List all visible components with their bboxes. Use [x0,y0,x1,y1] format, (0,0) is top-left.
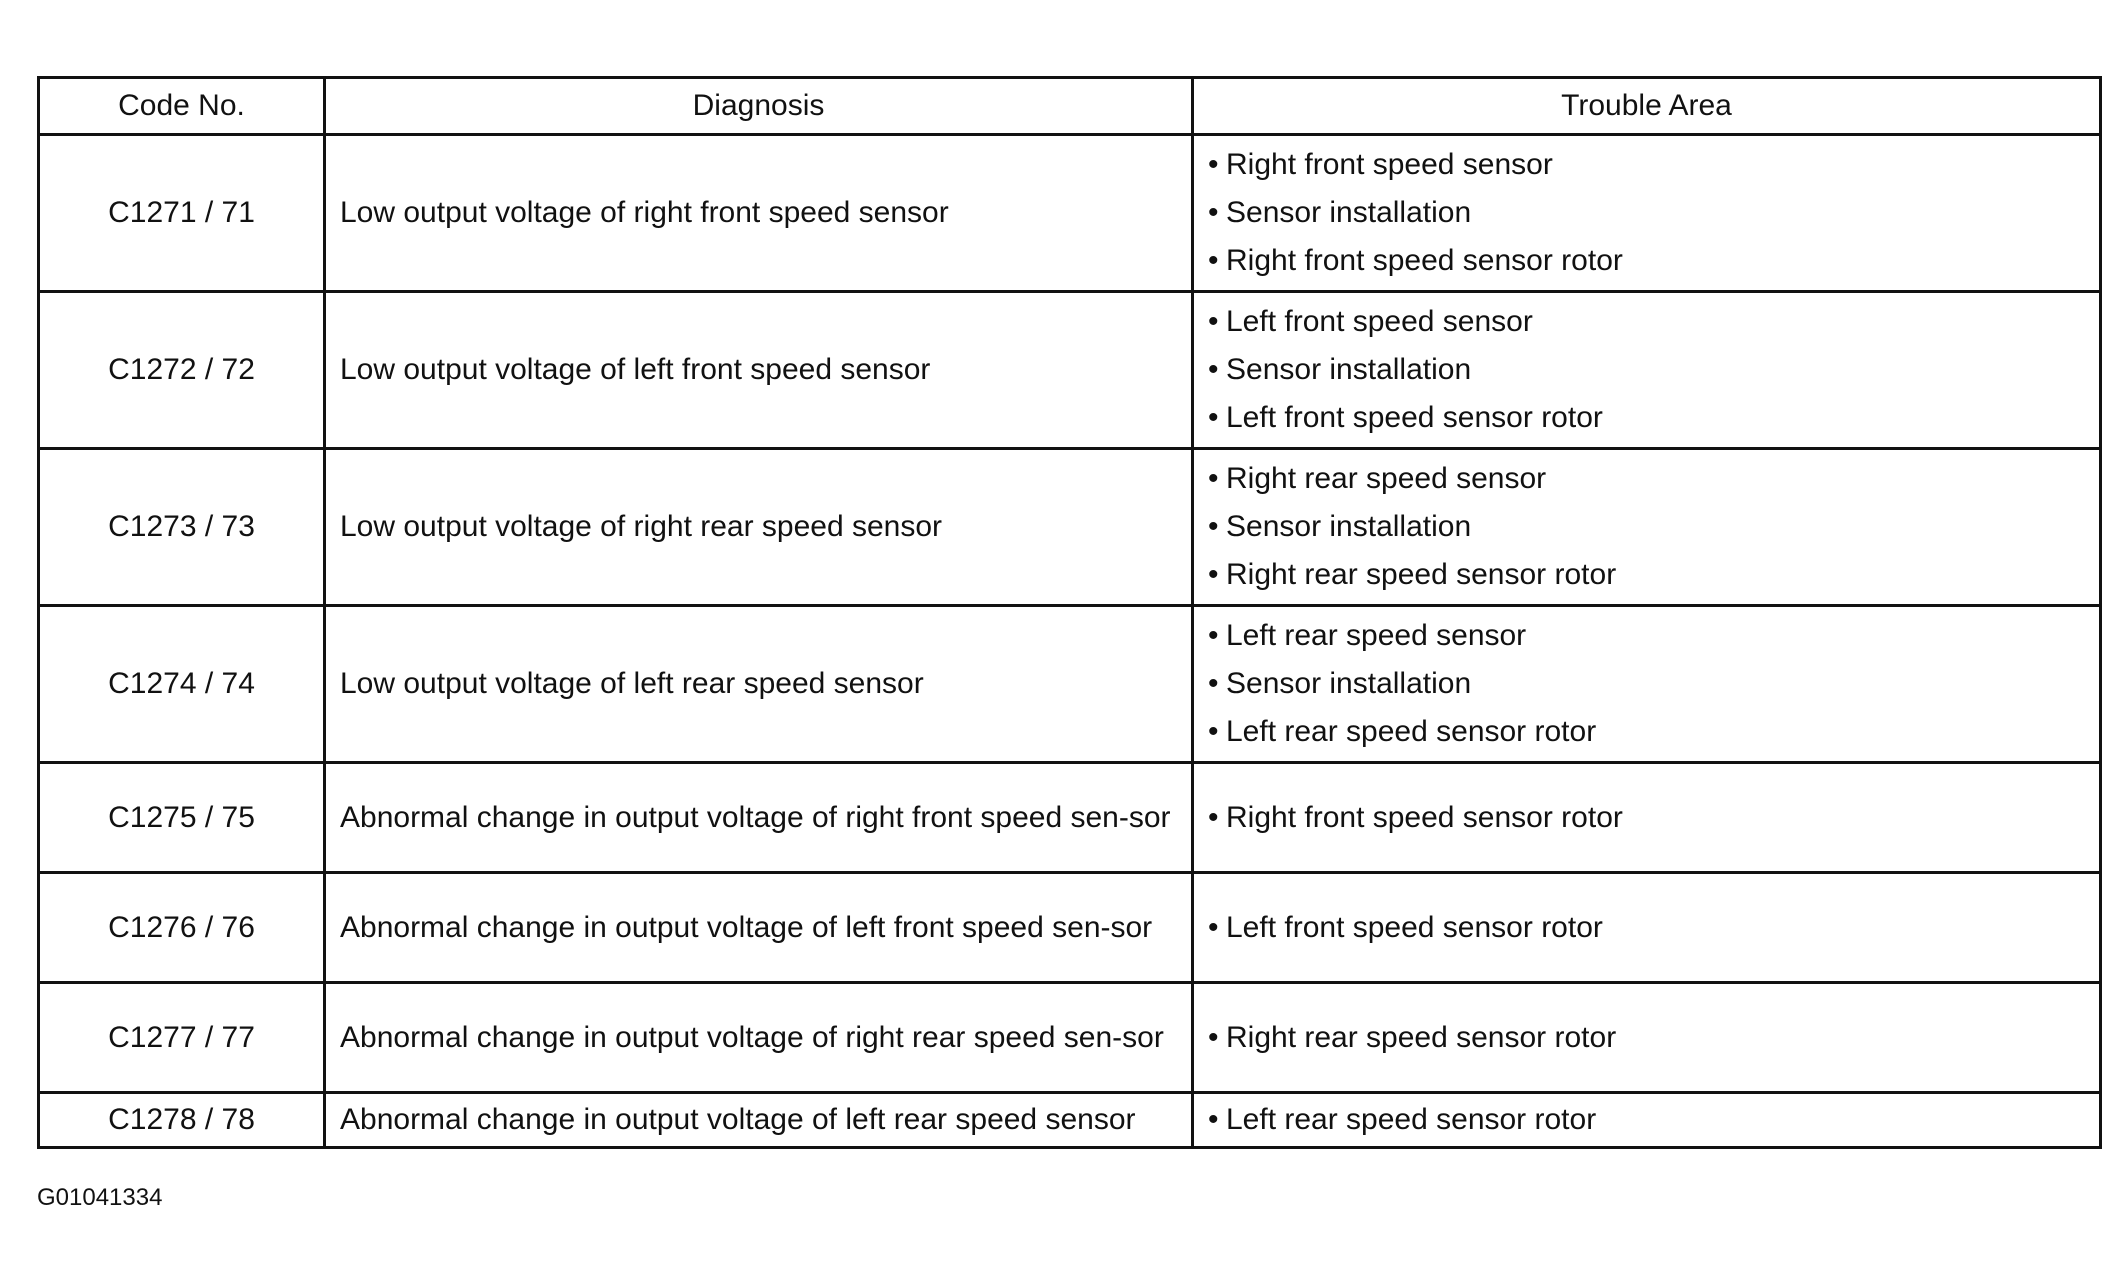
trouble-item [1208,455,2099,503]
trouble-item [1208,503,2099,551]
code-cell: C1278 / 78 [39,1093,325,1148]
table-row [39,763,2101,873]
diagnosis-cell: Abnormal change in output voltage of right rear speed sen-sor [325,983,1193,1093]
table-row [39,1093,2101,1148]
trouble-item-text: Sensor installation [1226,196,1472,229]
trouble-list [1208,794,2099,842]
bullet-icon: • [1208,715,1219,748]
table-row [39,449,2101,606]
trouble-area-cell [1193,292,2101,449]
trouble-item [1208,394,2099,442]
bullet-icon: • [1208,462,1219,495]
header-trouble-area: Trouble Area [1193,78,2101,135]
table-row [39,135,2101,292]
table-row [39,873,2101,983]
trouble-item-text: Right rear speed sensor rotor [1226,1020,1617,1054]
trouble-item-text: Left rear speed sensor rotor [1226,715,1597,748]
code-cell: C1272 / 72 [39,292,325,449]
trouble-item [1208,189,2099,237]
trouble-list [1208,455,2099,599]
bullet-icon: • [1208,148,1219,181]
trouble-item-text: Sensor installation [1226,353,1472,386]
trouble-item-text: Left rear speed sensor [1226,619,1527,652]
trouble-item [1208,1096,2099,1144]
trouble-area-cell [1193,606,2101,763]
trouble-item-text: Sensor installation [1226,667,1472,700]
dtc-table [37,76,2102,1149]
trouble-list [1208,298,2099,442]
bullet-icon: • [1208,401,1219,434]
trouble-item-text: Right front speed sensor rotor [1226,244,1623,277]
diagnosis-cell: Abnormal change in output voltage of right front speed sen-sor [325,763,1193,873]
trouble-item-text: Sensor installation [1226,510,1472,543]
bullet-icon: • [1208,619,1219,652]
diagnosis-cell: Low output voltage of right rear speed sensor [325,449,1193,606]
trouble-item [1208,794,2099,842]
bullet-icon: • [1208,910,1219,944]
header-row [39,78,2101,135]
diagnosis-cell: Abnormal change in output voltage of left rear speed sensor [325,1093,1193,1148]
trouble-item [1208,237,2099,285]
header-code: Code No. [39,78,325,135]
table-row [39,983,2101,1093]
trouble-item-text: Right rear speed sensor rotor [1226,558,1617,591]
figure-id: G01041334 [37,1184,163,1211]
trouble-list [1208,1096,2099,1144]
bullet-icon: • [1208,353,1219,386]
code-cell: C1276 / 76 [39,873,325,983]
trouble-item-text: Right front speed sensor [1226,148,1553,181]
header-diagnosis: Diagnosis [325,78,1193,135]
bullet-icon: • [1208,800,1219,834]
trouble-area-cell [1193,873,2101,983]
trouble-list [1208,1014,2099,1062]
bullet-icon: • [1208,558,1219,591]
trouble-item-text: Left front speed sensor rotor [1226,401,1603,434]
diagnosis-cell: Low output voltage of right front speed sensor [325,135,1193,292]
code-cell: C1275 / 75 [39,763,325,873]
bullet-icon: • [1208,1020,1219,1054]
bullet-icon: • [1208,244,1219,277]
diagnosis-cell: Low output voltage of left rear speed sensor [325,606,1193,763]
trouble-area-cell [1193,449,2101,606]
code-cell: C1274 / 74 [39,606,325,763]
bullet-icon: • [1208,1103,1219,1136]
trouble-item-text: Right rear speed sensor [1226,462,1547,495]
trouble-item [1208,660,2099,708]
table-row [39,606,2101,763]
code-cell: C1273 / 73 [39,449,325,606]
trouble-item [1208,298,2099,346]
trouble-list [1208,612,2099,756]
trouble-item [1208,708,2099,756]
diagnosis-cell: Low output voltage of left front speed sensor [325,292,1193,449]
trouble-area-cell [1193,1093,2101,1148]
trouble-area-cell [1193,983,2101,1093]
trouble-item [1208,612,2099,660]
bullet-icon: • [1208,510,1219,543]
trouble-area-cell [1193,763,2101,873]
code-cell: C1271 / 71 [39,135,325,292]
trouble-list [1208,904,2099,952]
bullet-icon: • [1208,667,1219,700]
table-row [39,292,2101,449]
trouble-item-text: Left front speed sensor [1226,305,1533,338]
trouble-item-text: Left front speed sensor rotor [1226,910,1603,944]
trouble-list [1208,141,2099,285]
code-cell: C1277 / 77 [39,983,325,1093]
trouble-item [1208,904,2099,952]
trouble-item [1208,141,2099,189]
bullet-icon: • [1208,196,1219,229]
trouble-item [1208,346,2099,394]
trouble-area-cell [1193,135,2101,292]
trouble-item [1208,1014,2099,1062]
bullet-icon: • [1208,305,1219,338]
trouble-item-text: Right front speed sensor rotor [1226,800,1623,834]
diagnosis-cell: Abnormal change in output voltage of left front speed sen-sor [325,873,1193,983]
trouble-item-text: Left rear speed sensor rotor [1226,1103,1597,1136]
trouble-item [1208,551,2099,599]
